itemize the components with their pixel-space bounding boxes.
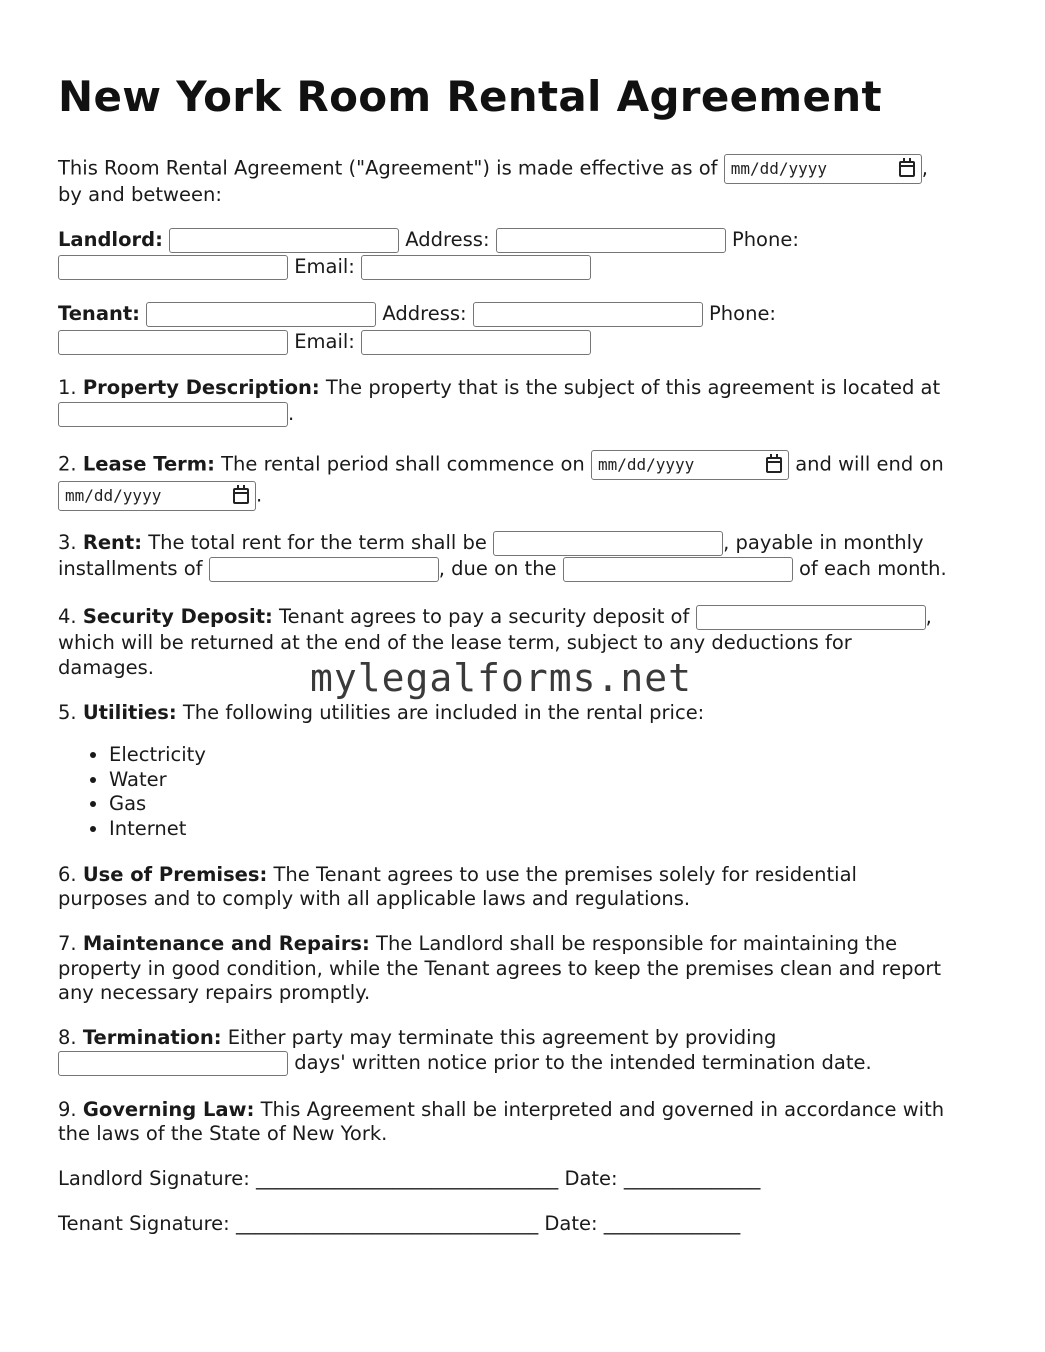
landlord-signature-line: Landlord Signature: _______________________________ Date: ______________ [58,1167,761,1190]
security-deposit-field[interactable] [696,605,926,630]
list-item: • Electricity [109,743,206,768]
section-utilities: 5. Utilities: The following utilities are included in the rental price: [58,701,705,724]
notice-days-field[interactable] [58,1051,288,1076]
landlord-name-field[interactable] [169,228,399,253]
landlord-email-field[interactable] [361,255,591,280]
tenant-name-field[interactable] [146,302,376,327]
section-security-deposit: 4. Security Deposit: Tenant agrees to pay a security deposit of , [58,605,932,628]
tenant-line-2: Email: [58,330,591,354]
section-lease-term-line-2: mm/dd/yyyy . [58,481,262,505]
section-maintenance-line-2: property in good condition, while the Tenant agrees to keep the premises clean and report [58,957,942,980]
tenant-phone-field[interactable] [58,330,288,355]
section-maintenance-line-3: any necessary repairs promptly. [58,981,371,1004]
section-security-deposit-line-2: which will be returned at the end of the lease term, subject to any deductions for [58,631,852,654]
total-rent-field[interactable] [493,531,723,556]
lease-start-date-input[interactable]: mm/dd/yyyy [591,450,789,480]
intro-line-2: by and between: [58,183,222,206]
tenant-address-field[interactable] [473,302,703,327]
calendar-icon[interactable] [766,457,782,473]
calendar-icon[interactable] [899,161,915,177]
list-item: • Internet [109,817,206,842]
section-rent-line-2: installments of , due on the of each month. [58,557,947,580]
effective-date-input[interactable]: mm/dd/yyyy [724,154,922,184]
section-governing-law-line-2: the laws of the State of New York. [58,1122,388,1145]
list-item: • Water [109,768,206,793]
section-security-deposit-line-3: damages. [58,656,155,679]
property-address-field[interactable] [58,402,288,427]
section-rent: 3. Rent: The total rent for the term shall be , payable in monthly [58,531,924,554]
section-maintenance: 7. Maintenance and Repairs: The Landlord shall be responsible for maintaining the [58,932,898,955]
list-item: • Gas [109,792,206,817]
lease-end-date-input[interactable]: mm/dd/yyyy [58,481,256,511]
page-title: New York Room Rental Agreement [58,72,882,121]
section-governing-law: 9. Governing Law: This Agreement shall be interpreted and governed in accordance with [58,1098,945,1121]
installment-amount-field[interactable] [209,557,439,582]
watermark: mylegalforms.net [310,656,693,700]
landlord-line: Landlord: Address: Phone: [58,228,799,251]
section-property-description-line-2: . [58,402,294,426]
landlord-line-2: Email: [58,255,591,279]
tenant-email-field[interactable] [361,330,591,355]
tenant-signature-line: Tenant Signature: _______________________________ Date: ______________ [58,1212,741,1235]
due-day-field[interactable] [563,557,793,582]
section-property-description: 1. Property Description: The property that is the subject of this agreement is located at [58,376,941,399]
calendar-icon[interactable] [233,488,249,504]
section-termination: 8. Termination: Either party may terminate this agreement by providing [58,1026,777,1049]
section-use-of-premises: 6. Use of Premises: The Tenant agrees to use the premises solely for residential [58,863,857,886]
intro-text: This Room Rental Agreement ("Agreement") is made effective as of [58,156,718,180]
landlord-phone-field[interactable] [58,255,288,280]
utilities-list [58,743,206,841]
tenant-label: Tenant: [58,302,140,325]
intro-line: This Room Rental Agreement ("Agreement") is made effective as of mm/dd/yyyy , [58,154,928,178]
landlord-label: Landlord: [58,228,163,251]
section-lease-term: 2. Lease Term: The rental period shall commence on mm/dd/yyyy and will end on [58,450,944,474]
landlord-address-field[interactable] [496,228,726,253]
section-use-of-premises-line-2: purposes and to comply with all applicable laws and regulations. [58,887,691,910]
tenant-line: Tenant: Address: Phone: [58,302,777,325]
section-termination-line-2: days' written notice prior to the intended termination date. [58,1051,872,1075]
